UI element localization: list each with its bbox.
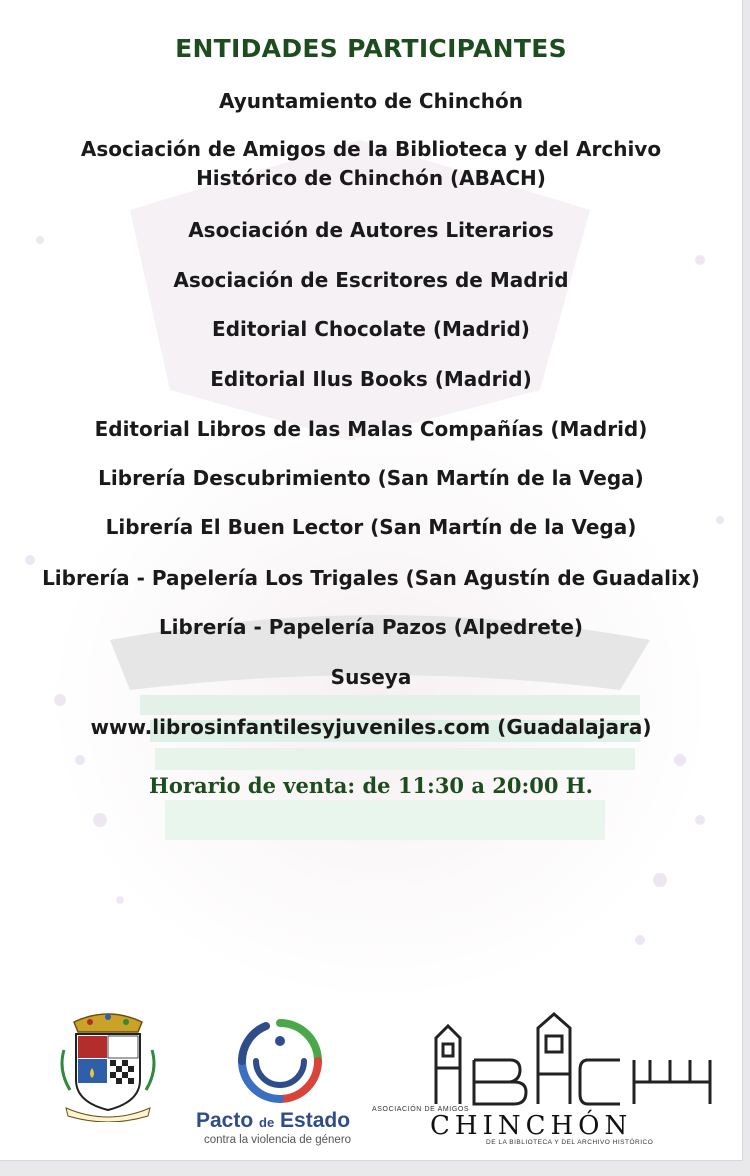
coat-of-arms-logo — [60, 1010, 156, 1122]
pacto-de-estado-logo — [226, 1015, 334, 1107]
entity-item: Editorial Chocolate (Madrid) — [212, 317, 530, 341]
entity-item: Histórico de Chinchón (ABACH) — [196, 166, 546, 190]
pacto-de-estado-name — [196, 1109, 366, 1133]
entity-item: Librería El Buen Lector (San Martín de la Vega) — [105, 515, 637, 539]
abach-town-name: CHINCHÓN — [430, 1111, 633, 1141]
sales-schedule: Horario de venta: de 11:30 a 20:00 H. — [149, 773, 593, 798]
pacto-word: Pacto — [196, 1109, 260, 1132]
abach-subtitle: DE LA BIBLIOTECA Y DEL ARCHIVO HISTÓRICO — [486, 1139, 654, 1146]
pacto-subtitle: contra la violencia de género — [204, 1134, 352, 1146]
page-title: ENTIDADES PARTICIPANTES — [175, 34, 567, 63]
entity-item: Asociación de Escritores de Madrid — [173, 268, 569, 292]
entity-item: Librería - Papelería Pazos (Alpedrete) — [158, 615, 584, 639]
entity-item: Librería Descubrimiento (San Martín de la Vega) — [98, 466, 644, 490]
entity-item: www.librosinfantilesyjuveniles.com (Guadalajara) — [90, 715, 652, 739]
entity-item: Suseya — [330, 665, 412, 689]
entity-item: Editorial Ilus Books (Madrid) — [210, 367, 532, 391]
entity-item: Librería - Papelería Los Trigales (San Agustín de Guadalix) — [42, 566, 700, 590]
abach-association-label: ASOCIACIÓN DE AMIGOS — [372, 1106, 470, 1113]
entity-item: Editorial Libros de las Malas Compañías (Madrid) — [94, 417, 648, 441]
entity-item: Asociación de Autores Literarios — [188, 218, 554, 242]
entity-item: Ayuntamiento de Chinchón — [218, 89, 524, 113]
estado-word: Estado — [274, 1109, 351, 1132]
pacto-de-word: de — [259, 1115, 275, 1130]
entity-item: Asociación de Amigos de la Biblioteca y del Archivo — [80, 137, 662, 161]
abach-logo — [430, 1008, 720, 1108]
